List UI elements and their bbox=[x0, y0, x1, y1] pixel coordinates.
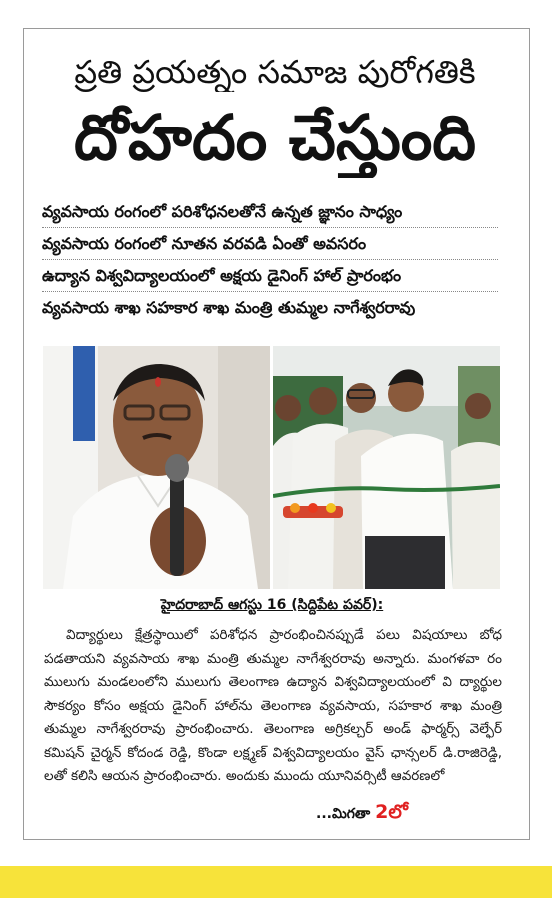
continued-label: ...మిగతా bbox=[316, 806, 371, 822]
photo-minister-speaking bbox=[43, 346, 270, 589]
continued-marker bbox=[316, 801, 408, 828]
continued-page-number: 2లో bbox=[375, 801, 408, 823]
subheadline: వ్యవసాయ శాఖ సహకార శాఖ మంత్రి తుమ్మల నాగేశ్వరరావు bbox=[42, 298, 416, 317]
photo-ribbon-cutting bbox=[273, 346, 500, 589]
subheadline: వ్యవసాయ రంగంలో పరిశోధనలతోనే ఉన్నత జ్ఞానం సాధ్యం bbox=[42, 196, 498, 228]
subheadline: ఉద్యాన విశ్వవిద్యాలయంలో అక్షయ డైనింగ్ హాల్ ప్రారంభం bbox=[42, 260, 498, 292]
photo-ribbon-cutting-image bbox=[273, 346, 500, 589]
headline-line-1: ప్రతి ప్రయత్నం సమాజ పురోగతికి bbox=[74, 53, 476, 91]
subheadline-list bbox=[42, 196, 498, 324]
headline-line-2: దోహదం చేస్తుంది bbox=[73, 101, 477, 174]
dateline: హైదరాబాద్ ఆగస్టు 16 (సిద్దిపేట పవర్): bbox=[160, 597, 384, 613]
yellow-footer-band bbox=[0, 866, 552, 898]
subheadline: వ్యవసాయ రంగంలో నూతన వరవడి ఏంతో అవసరం bbox=[42, 228, 498, 260]
article-body: విద్యార్థులు క్షేత్రస్థాయిలో పరిశోధన ప్రారంభించినప్పుడే పలు విషయాలు బోధ పడతాయని వ్యవసాయ శాఖ మంత్రి తుమ్మల నాగేశ్వరరావు అన్నారు. మంగళవా రం ములుగు మండలంలోని ములుగు తెలంగాణ ఉద్యాన విశ్వవిద్యాలయంలో వి ద్యార్థుల సౌకర్యం కోసం అక్షయ డైనింగ్ హాల్‌ను తెలంగాణ వ్యవసాయ, సహకార శాఖ మంత్రి తుమ్మల నాగేశ్వరరావు ప్రారంభించారు. తెలంగాణ అగ్రికల్చర్ అండ్ ఫార్మర్స్ వెల్ఫేర్ కమిషన్ చైర్మన్ కోదండ రెడ్డి, కొండా లక్ష్మణ్ విశ్వవిద్యాలయం వైస్ ఛాన్సలర్ డి.రాజిరెడ్డి, లతో కలిసి ఆయన ప్రారంభించారు. అందుకు ముందు యూనివర్సిటీ ఆవరణలో bbox=[44, 627, 502, 784]
photo-minister-speaking-image bbox=[43, 346, 270, 589]
